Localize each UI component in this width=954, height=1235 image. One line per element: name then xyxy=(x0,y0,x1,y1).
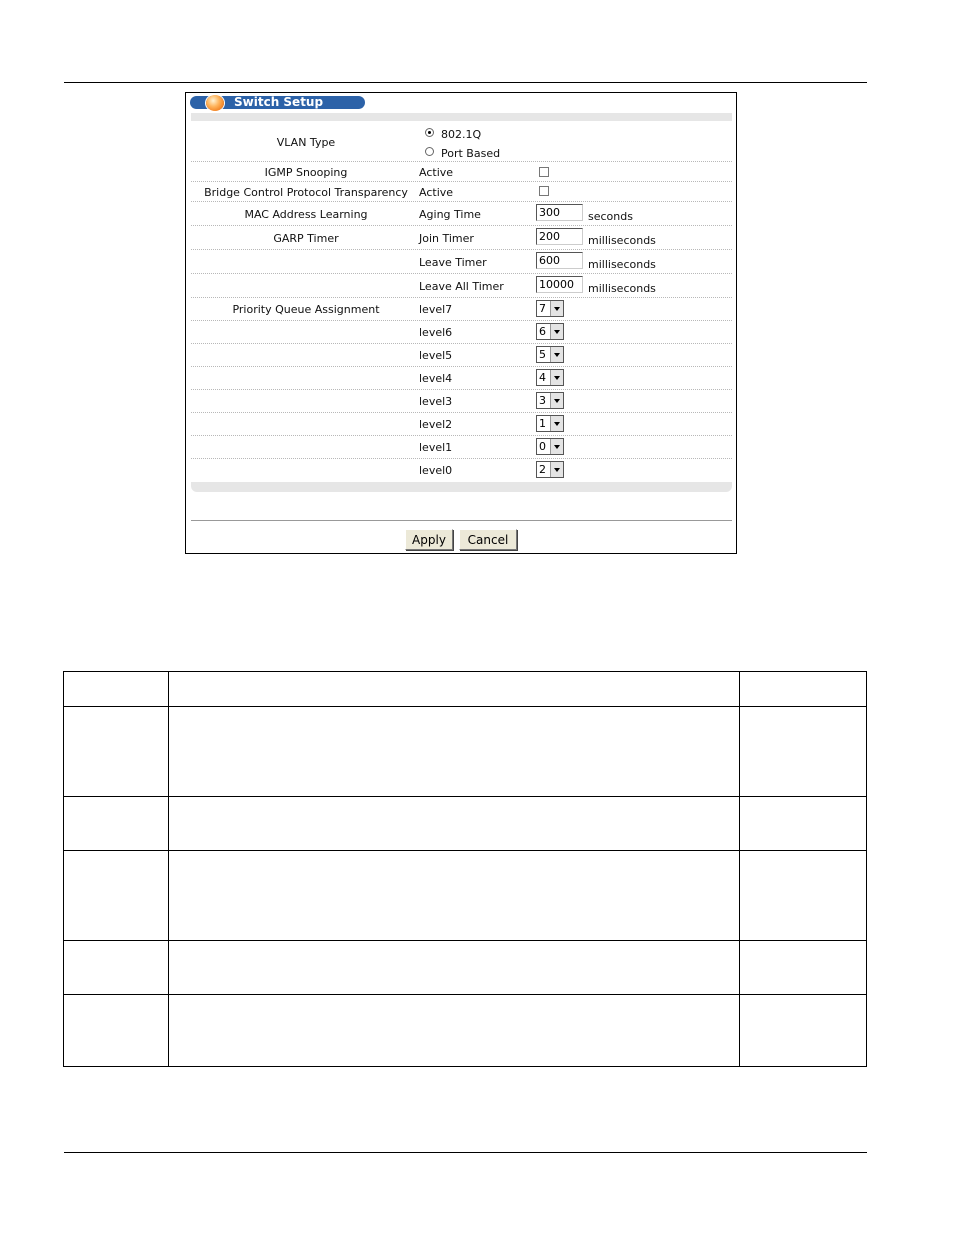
level6-label: level6 xyxy=(419,326,453,339)
row-divider xyxy=(191,273,732,274)
table-cell xyxy=(169,995,740,1067)
row-divider xyxy=(191,297,732,298)
level0-select[interactable] xyxy=(536,461,564,478)
level4-select[interactable] xyxy=(536,369,564,386)
vlan-port-based-radio[interactable] xyxy=(425,147,434,156)
row-divider xyxy=(191,249,732,250)
button-separator xyxy=(191,520,732,521)
panel-top-band xyxy=(191,113,732,121)
level3-select[interactable] xyxy=(536,392,564,409)
igmp-active-label: Active xyxy=(419,166,454,179)
page-header-rule xyxy=(64,82,867,83)
garp-timer-label: GARP Timer xyxy=(273,232,339,245)
page-footer-rule xyxy=(64,1152,867,1153)
leave-timer-unit: milliseconds xyxy=(588,258,656,271)
table-cell xyxy=(169,672,740,707)
table-cell xyxy=(64,851,169,941)
level2-select[interactable] xyxy=(536,415,564,432)
apply-button[interactable]: Apply xyxy=(405,529,453,550)
bridge-active-checkbox[interactable] xyxy=(539,186,549,196)
row-divider xyxy=(191,343,732,344)
row-divider xyxy=(191,201,732,202)
aging-time-label: Aging Time xyxy=(419,208,481,221)
leave-timer-label: Leave Timer xyxy=(419,256,487,269)
row-divider xyxy=(191,161,732,162)
table-cell xyxy=(64,995,169,1067)
leave-all-timer-input[interactable] xyxy=(536,276,583,293)
panel-title: Switch Setup xyxy=(234,95,324,109)
chevron-down-icon[interactable] xyxy=(550,370,563,385)
table-cell xyxy=(740,851,867,941)
row-divider xyxy=(191,389,732,390)
level5-label: level5 xyxy=(419,349,453,362)
level4-label: level4 xyxy=(419,372,453,385)
priority-queue-label: Priority Queue Assignment xyxy=(232,303,380,316)
igmp-snooping-label: IGMP Snooping xyxy=(264,166,348,179)
cancel-button[interactable]: Cancel xyxy=(459,529,517,550)
level0-label: level0 xyxy=(419,464,453,477)
switch-setup-panel xyxy=(185,92,737,554)
chevron-down-icon[interactable] xyxy=(550,462,563,477)
leave-all-timer-label: Leave All Timer xyxy=(419,280,504,293)
table-row xyxy=(64,797,867,851)
level5-value: 5 xyxy=(539,348,546,361)
row-divider xyxy=(191,320,732,321)
aging-time-input[interactable] xyxy=(536,204,583,221)
panel-title-bar xyxy=(190,96,365,109)
level3-value: 3 xyxy=(539,394,546,407)
join-timer-input[interactable] xyxy=(536,228,583,245)
level1-label: level1 xyxy=(419,441,453,454)
table-row xyxy=(64,851,867,941)
join-timer-unit: milliseconds xyxy=(588,234,656,247)
igmp-active-checkbox[interactable] xyxy=(539,167,549,177)
level2-label: level2 xyxy=(419,418,453,431)
table-cell xyxy=(64,672,169,707)
vlan-8021q-label: 802.1Q xyxy=(441,128,482,141)
mac-learning-label: MAC Address Learning xyxy=(244,208,368,221)
vlan-port-based-label: Port Based xyxy=(441,147,501,160)
table-cell xyxy=(740,797,867,851)
table-cell xyxy=(169,851,740,941)
table-cell xyxy=(64,797,169,851)
table-cell xyxy=(740,672,867,707)
table-cell xyxy=(169,941,740,995)
row-divider xyxy=(191,225,732,226)
table-cell xyxy=(740,941,867,995)
join-timer-label: Join Timer xyxy=(419,232,474,245)
table-cell xyxy=(169,797,740,851)
level5-select[interactable] xyxy=(536,346,564,363)
chevron-down-icon[interactable] xyxy=(550,301,563,316)
level1-value: 0 xyxy=(539,440,546,453)
chevron-down-icon[interactable] xyxy=(550,416,563,431)
level7-label: level7 xyxy=(419,303,453,316)
bridge-control-label: Bridge Control Protocol Transparency xyxy=(204,186,408,199)
chevron-down-icon[interactable] xyxy=(550,347,563,362)
vlan-8021q-radio[interactable] xyxy=(425,128,434,137)
row-divider xyxy=(191,181,732,182)
chevron-down-icon[interactable] xyxy=(550,393,563,408)
level6-select[interactable] xyxy=(536,323,564,340)
description-table xyxy=(63,671,867,1067)
table-header-row xyxy=(64,672,867,707)
leave-timer-input[interactable] xyxy=(536,252,583,269)
table-cell xyxy=(64,707,169,797)
aging-time-unit: seconds xyxy=(588,210,633,223)
row-divider xyxy=(191,435,732,436)
bridge-active-label: Active xyxy=(419,186,454,199)
row-divider xyxy=(191,366,732,367)
table-row xyxy=(64,995,867,1067)
vlan-type-label: VLAN Type xyxy=(276,136,336,149)
orange-orb-icon xyxy=(206,95,224,111)
level0-value: 2 xyxy=(539,463,546,476)
leave-all-timer-unit: milliseconds xyxy=(588,282,656,295)
level7-value: 7 xyxy=(539,302,546,315)
table-row xyxy=(64,941,867,995)
level3-label: level3 xyxy=(419,395,453,408)
row-divider xyxy=(191,412,732,413)
table-cell xyxy=(740,707,867,797)
level6-value: 6 xyxy=(539,325,546,338)
chevron-down-icon[interactable] xyxy=(550,324,563,339)
row-divider xyxy=(191,458,732,459)
level1-select[interactable] xyxy=(536,438,564,455)
table-row xyxy=(64,707,867,797)
table-cell xyxy=(64,941,169,995)
table-cell xyxy=(740,995,867,1067)
level4-value: 4 xyxy=(539,371,546,384)
chevron-down-icon[interactable] xyxy=(550,439,563,454)
panel-bottom-band xyxy=(191,482,732,492)
table-cell xyxy=(169,707,740,797)
level7-select[interactable] xyxy=(536,300,564,317)
level2-value: 1 xyxy=(539,417,546,430)
